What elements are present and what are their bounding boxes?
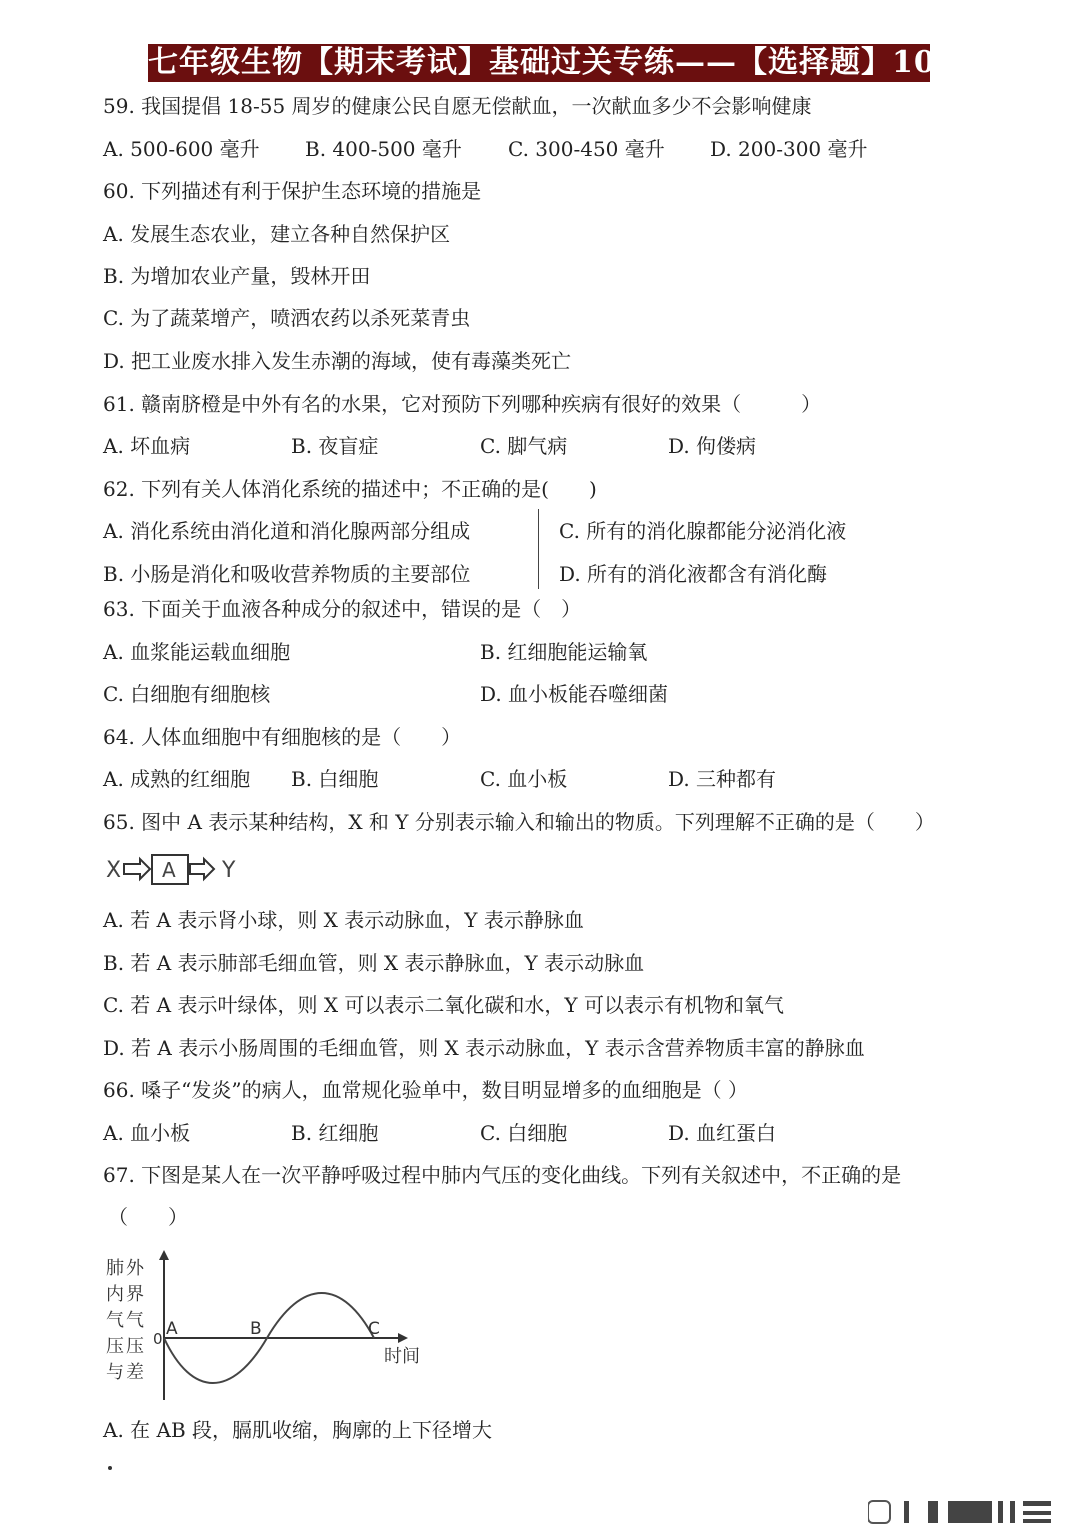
q61-option-d: D. 佝偻病 [668, 434, 757, 458]
lung-pressure-chart [102, 1248, 432, 1408]
q62-option-a: A. 消化系统由消化道和消化腺两部分组成 [103, 519, 471, 543]
q60-option-b: B. 为增加农业产量，毁林开田 [103, 264, 371, 288]
ylabel-c2-1: 界 [126, 1284, 144, 1305]
page-title: 七年级生物【期末考试】基础过关专练——【选择题】100 题 [148, 45, 1001, 80]
q61-option-a: A. 坏血病 [103, 434, 191, 458]
ylabel-c1-2: 气 [106, 1310, 124, 1331]
q61-option-b: B. 夜盲症 [291, 434, 379, 458]
bullet-dot [108, 1466, 112, 1470]
origin-label: 0 [153, 1330, 163, 1348]
q59-option-c: C. 300-450 毫升 [508, 137, 665, 161]
question-66-stem: 66. 嗓子“发炎”的病人，血常规化验单中，数目明显增多的血细胞是（ ） [103, 1078, 748, 1102]
q63-option-b: B. 红细胞能运输氧 [480, 640, 648, 664]
question-62-stem: 62. 下列有关人体消化系统的描述中；不正确的是( ) [103, 477, 597, 501]
ylabel-c2-4: 差 [126, 1362, 144, 1383]
q66-option-b: B. 红细胞 [291, 1121, 379, 1145]
question-67-paren: （ ） [108, 1205, 188, 1229]
q67-option-a: A. 在 AB 段，膈肌收缩，胸廓的上下径增大 [103, 1418, 493, 1442]
q66-option-c: C. 白细胞 [480, 1121, 568, 1145]
q64-option-b: B. 白细胞 [291, 767, 379, 791]
watermark-icon [868, 1497, 1058, 1527]
y-axis-arrow-icon [159, 1250, 169, 1260]
diagram-x-label: X [106, 858, 122, 883]
ylabel-c1-1: 内 [106, 1284, 124, 1305]
ylabel-c1-0: 肺 [106, 1258, 124, 1279]
question-64-stem: 64. 人体血细胞中有细胞核的是（ ） [103, 725, 462, 749]
question-63-stem: 63. 下面关于血液各种成分的叙述中，错误的是（ ） [103, 597, 582, 621]
x-axis-label: 时间 [384, 1346, 420, 1367]
q64-option-c: C. 血小板 [480, 767, 568, 791]
ylabel-c2-3: 压 [126, 1336, 144, 1357]
q65-option-a: A. 若 A 表示肾小球，则 X 表示动脉血，Y 表示静脉血 [103, 908, 584, 932]
q60-option-c: C. 为了蔬菜增产，喷洒农药以杀死菜青虫 [103, 306, 471, 330]
q64-option-a: A. 成熟的红细胞 [103, 767, 251, 791]
q60-option-d: D. 把工业废水排入发生赤潮的海域，使有毒藻类死亡 [103, 349, 572, 373]
ylabel-c1-3: 压 [106, 1336, 124, 1357]
q65-option-c: C. 若 A 表示叶绿体，则 X 可以表示二氧化碳和水，Y 可以表示有机物和氧气 [103, 993, 784, 1017]
q60-option-a: A. 发展生态农业，建立各种自然保护区 [103, 222, 451, 246]
question-67-stem: 67. 下图是某人在一次平静呼吸过程中肺内气压的变化曲线。下列有关叙述中，不正确的是 [103, 1163, 902, 1187]
q66-option-a: A. 血小板 [103, 1121, 191, 1145]
q61-option-c: C. 脚气病 [480, 434, 568, 458]
q64-option-d: D. 三种都有 [668, 767, 777, 791]
question-65-stem: 65. 图中 A 表示某种结构，X 和 Y 分别表示输入和输出的物质。下列理解不正确的是（ ） [103, 810, 935, 834]
point-c-label: C [368, 1319, 380, 1339]
output-arrow-icon [190, 859, 214, 879]
point-b-label: B [250, 1319, 262, 1339]
input-arrow-icon [124, 859, 150, 879]
question-59-stem: 59. 我国提倡 18-55 周岁的健康公民自愿无偿献血，一次献血多少不会影响健康 [103, 94, 812, 118]
q59-option-a: A. 500-600 毫升 [103, 137, 260, 161]
q59-option-d: D. 200-300 毫升 [710, 137, 868, 161]
q62-option-b: B. 小肠是消化和吸收营养物质的主要部位 [103, 562, 471, 586]
ylabel-c2-2: 气 [126, 1310, 144, 1331]
x-a-y-diagram [104, 852, 244, 886]
q62-option-c: C. 所有的消化腺都能分泌消化液 [559, 519, 847, 543]
q63-option-a: A. 血浆能运载血细胞 [103, 640, 291, 664]
q63-option-c: C. 白细胞有细胞核 [103, 682, 271, 706]
q66-option-d: D. 血红蛋白 [668, 1121, 777, 1145]
q65-option-d: D. 若 A 表示小肠周围的毛细血管，则 X 表示动脉血，Y 表示含营养物质丰富的静脉血 [103, 1036, 865, 1060]
diagram-a-label: A [162, 858, 176, 882]
q62-option-d: D. 所有的消化液都含有消化酶 [559, 562, 828, 586]
ylabel-c2-0: 外 [126, 1258, 144, 1279]
table-divider [538, 509, 539, 589]
question-60-stem: 60. 下列描述有利于保护生态环境的措施是 [103, 179, 482, 203]
q65-option-b: B. 若 A 表示肺部毛细血管，则 X 表示静脉血，Y 表示动脉血 [103, 951, 645, 975]
x-axis-arrow-icon [398, 1333, 408, 1343]
diagram-y-label: Y [222, 858, 236, 883]
ylabel-c1-4: 与 [106, 1362, 124, 1383]
q59-option-b: B. 400-500 毫升 [305, 137, 462, 161]
question-61-stem: 61. 赣南脐橙是中外有名的水果，它对预防下列哪种疾病有很好的效果（ ） [103, 392, 822, 416]
point-a-label: A [166, 1319, 178, 1339]
q63-option-d: D. 血小板能吞噬细菌 [480, 682, 669, 706]
